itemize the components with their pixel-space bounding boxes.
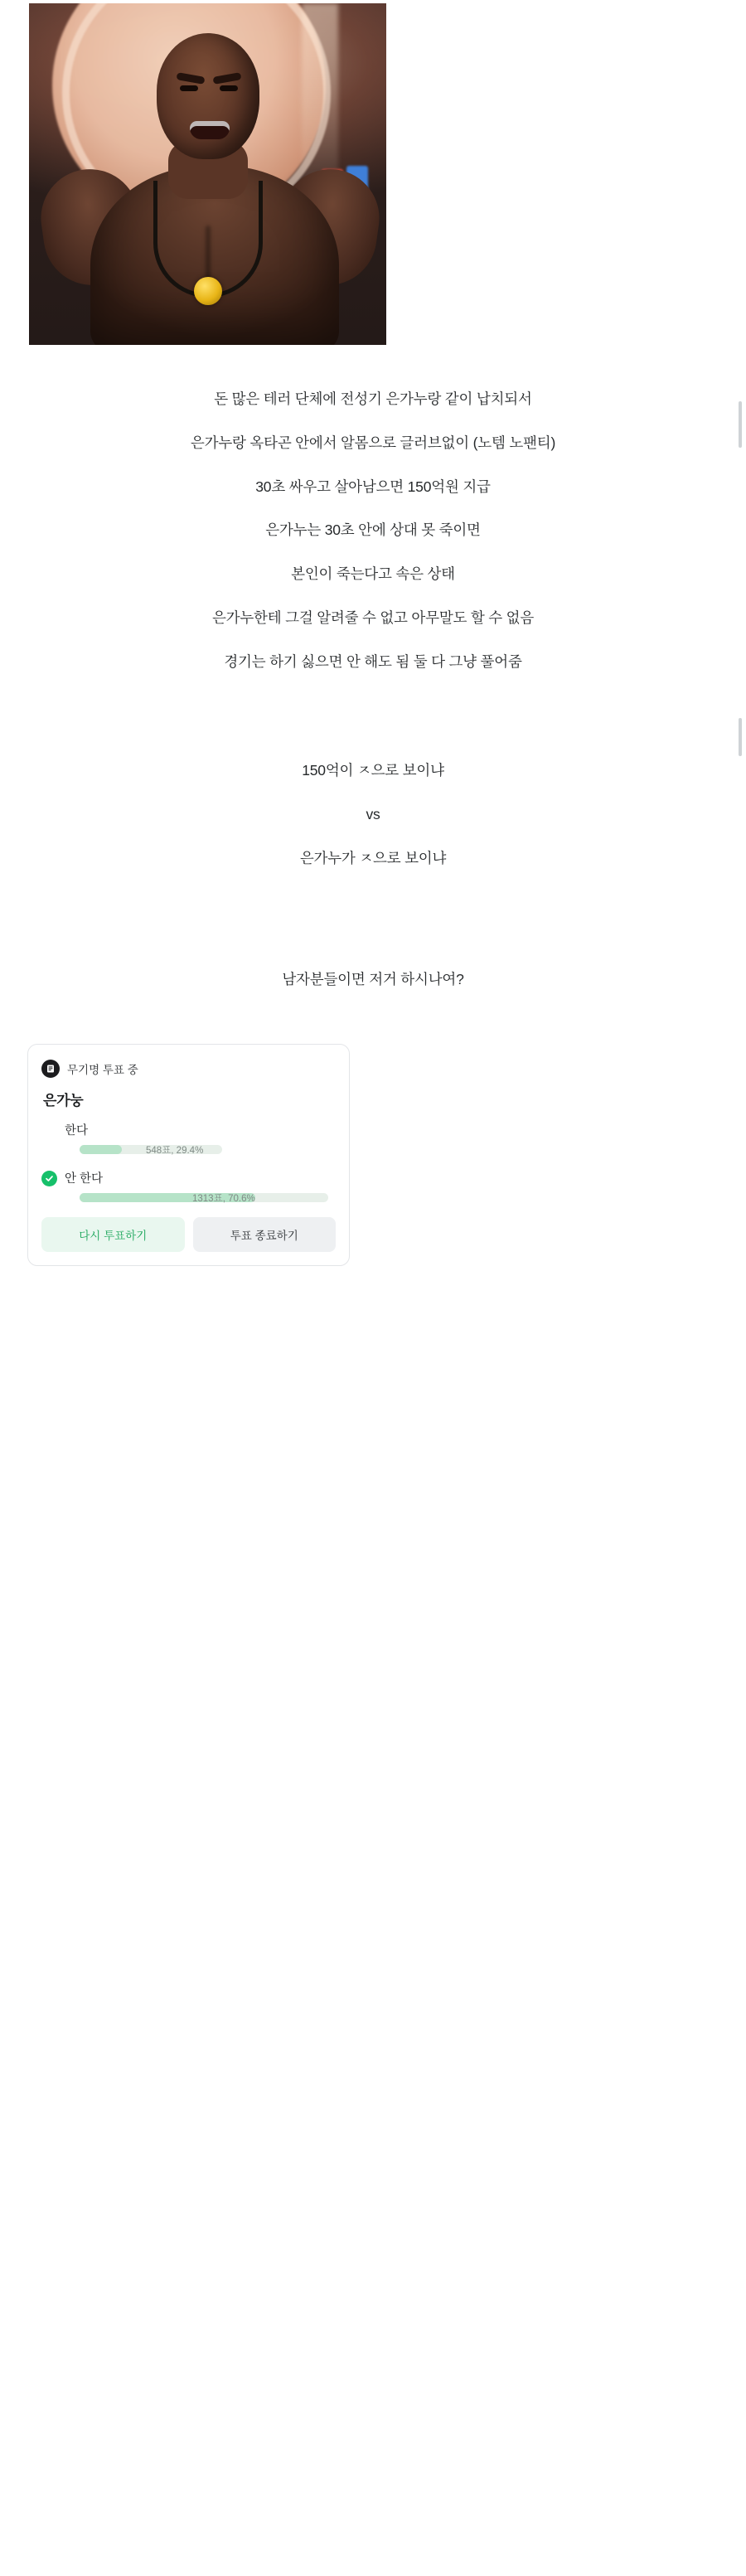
fighter-photo [29, 3, 386, 345]
choice-option-b: 은가누가 ㅈ으로 보이냐 [299, 849, 447, 866]
poll-option[interactable] [41, 1121, 336, 1156]
option-bar-area [80, 1191, 336, 1204]
option-body [65, 1169, 336, 1204]
post-line: 은가누는 30초 안에 상대 못 죽이면 [265, 522, 481, 539]
poll-option[interactable] [41, 1169, 336, 1204]
figure-eye-left [180, 85, 198, 91]
post-line: 은가누랑 옥타곤 안에서 알몸으로 글러브없이 (노템 노팬티) [190, 434, 556, 451]
post-line: 본인이 죽는다고 속은 상태 [291, 565, 455, 582]
option-bar-area [80, 1143, 336, 1156]
photo-background [29, 3, 386, 345]
option-bar-fill [80, 1145, 122, 1154]
scrollbar-thumb[interactable] [739, 401, 742, 448]
post-line: 돈 많은 테러 단체에 전성기 은가누랑 같이 납치되서 [214, 391, 532, 407]
post-choice-block [0, 761, 746, 892]
option-selected-check-icon[interactable] [41, 1171, 57, 1186]
poll-title: 은가눙 [43, 1093, 84, 1109]
revote-button[interactable]: 다시 투표하기 [41, 1217, 185, 1252]
option-body [65, 1121, 336, 1156]
option-stats: 548표, 29.4% [146, 1146, 204, 1156]
poll-header [41, 1060, 336, 1078]
post-question-block [0, 970, 746, 1014]
scrollbar-thumb[interactable] [739, 718, 742, 756]
figure-mouth [190, 121, 230, 139]
poll-actions [41, 1217, 336, 1252]
choice-option-a: 150억이 ㅈ으로 보이냐 [302, 762, 444, 779]
option-stats: 1313표, 70.6% [192, 1194, 255, 1204]
close-poll-button[interactable]: 투표 종료하기 [193, 1217, 337, 1252]
post-line: 경기는 하기 싫으면 안 해도 됨 둘 다 그냥 풀어줌 [224, 652, 522, 670]
post-line: 30초 싸우고 살아남으면 150억원 지급 [255, 478, 491, 495]
post-question: 남자분들이면 저거 하시나여? [282, 971, 464, 987]
post-line: 은가누한테 그걸 알려줄 수 없고 아무말도 할 수 없음 [211, 609, 535, 626]
necklace-pendant [194, 277, 222, 305]
figure-head [157, 33, 259, 159]
figure-eye-right [220, 85, 238, 91]
option-label: 안 한다 [65, 1172, 104, 1186]
option-label: 한다 [65, 1124, 89, 1138]
poll-icon [41, 1060, 60, 1078]
poll-status: 무기명 투표 중 [67, 1064, 138, 1076]
choice-vs-label: vs [366, 805, 380, 822]
poll-card [27, 1044, 350, 1266]
option-radio-icon[interactable] [41, 1123, 57, 1138]
post-body [0, 390, 746, 696]
